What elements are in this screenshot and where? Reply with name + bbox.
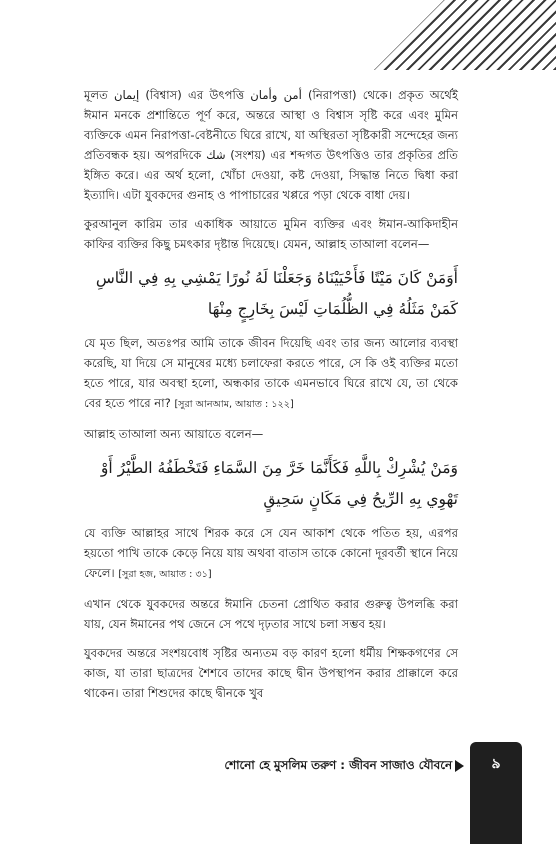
arabic-verse-2: وَمَنْ يُشْرِكْ بِاللَّهِ فَكَأَنَّمَا خَرَّ مِنَ السَّمَاءِ فَتَخْطَفُهُ الطَّيْرُ أَوْ تَهْوِي بِهِ الرِّيحُ فِي مَكَانٍ سَحِيقٍ xyxy=(100,459,458,508)
paragraph-quran-examples: কুরআনুল কারিম তার একাধিক আয়াতে মুমিন ব্যক্তির এবং ঈমান-আকিদাহীন কাফির ব্যক্তির কিছু চমৎকার দৃষ্টান্ত দিয়েছে। যেমন, আল্লাহ তাআলা বলেন— xyxy=(84,217,458,251)
translation-1-text: যে মৃত ছিল, অতঃপর আমি তাকে জীবন দিয়েছি এবং তার জন্য আলোর ব্যবস্থা করেছি, যা দিয়ে সে মানুষের মধ্যে চলাফেরা করতে পারে, সে কি ওই ব্যক্তির মতো হতে পারে, যার অবস্থা হলো, অন্ধকার তাকে এমনভাবে ঘিরে রাখে যে, তা থেকে বের হতে পারে না? xyxy=(84,336,458,410)
intro-verse-2: আল্লাহ তাআলা অন্য আয়াতে বলেন— xyxy=(84,427,264,441)
paragraph-iman-importance: এখান থেকে যুবকদের অন্তরে ঈমানি চেতনা প্রোথিত করার গুরুত্ব উপলব্ধি করা যায়, যেন ঈমানের পথ জেনে সে পথে দৃঢ়তার সাথে চলা সম্ভব হয়। xyxy=(84,597,458,631)
translation-2 xyxy=(84,523,458,585)
page-number-tab xyxy=(470,742,522,844)
book-title: শোনো হে মুসলিম তরুণ : জীবন সাজাও যৌবনে xyxy=(224,758,452,772)
page-number: ৯ xyxy=(491,756,501,772)
triangle-right-icon xyxy=(455,760,464,772)
paragraph-iman-origin: মূলত إيمان (বিশ্বাস) এর উৎপত্তি أمن وأمان (নিরাপত্তা) থেকে। প্রকৃত অর্থেই ঈমান মনকে প্রশান্তিতে পূর্ণ করে, অন্তরে আস্থা ও বিশ্বাস সৃষ্টি করে এবং মুমিন ব্যক্তিকে এমন নিরাপত্তা-বেষ্টনীতে ঘিরে রাখে, যা অস্থিরতা সৃষ্টিকারী সন্দেহের জন্য প্রতিবন্ধক হয়। অপরদিকে شك (সংশয়) এর শব্দগত উৎপত্তিও তার প্রকৃতির প্রতি ইঙ্গিত করে। এর অর্থ হলো, খোঁচা দেওয়া, কষ্ট দেওয়া, সিদ্ধান্ত নিতে দ্বিধা করা ইত্যাদি। এটা যুবকদের গুনাহ ও পাপাচারের খপ্পরে পড়া থেকে বাধা দেয়। xyxy=(84,88,458,202)
translation-2-text: যে ব্যক্তি আল্লাহর সাথে শিরক করে সে যেন আকাশ থেকে পতিত হয়, এরপর হয়তো পাখি তাকে কেড়ে নিয়ে যায় অথবা বাতাস তাকে কোনো দূরবর্তী স্থানে নিয়ে ফেলে। xyxy=(84,526,458,580)
corner-hatch-decoration xyxy=(374,0,556,70)
verse-reference-2: [সুরা হজ, আয়াত : ৩১] xyxy=(118,569,212,580)
arabic-verse-1: أَوَمَنْ كَانَ مَيْتًا فَأَحْيَيْنَاهُ وَجَعَلْنَا لَهُ نُورًا يَمْشِي بِهِ فِي النَّاسِ كَمَنْ مَثَلُهُ فِي الظُّلُمَاتِ لَيْسَ بِخَارِجٍ مِنْهَا xyxy=(95,269,458,318)
verse-reference-1: [সুরা আনআম, আয়াত : ১২২] xyxy=(174,399,294,410)
page-body xyxy=(84,85,458,712)
translation-1 xyxy=(84,333,458,415)
paragraph-doubt-cause: যুবকদের অন্তরে সংশয়বোধ সৃষ্টির অন্যতম বড় কারণ হলো ধর্মীয় শিক্ষকগণের সে কাজ, যা তারা ছাত্রদের শৈশবে তাদের কাছে দ্বীন উপস্থাপন করার প্রাক্কালে করে থাকেন। তারা শিশুদের কাছে দ্বীনকে খুব xyxy=(84,646,458,700)
